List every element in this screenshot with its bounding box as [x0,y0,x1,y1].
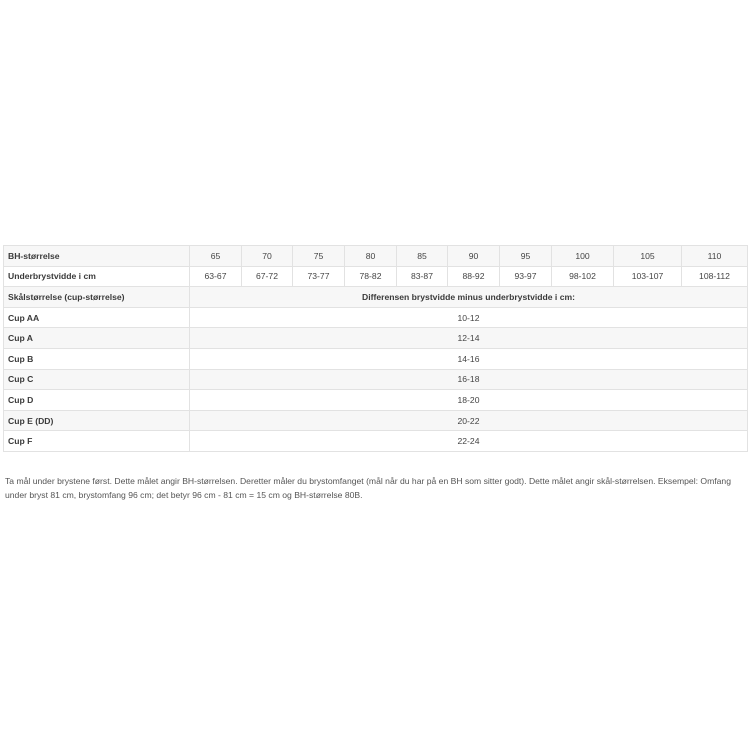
table-row-cup-header [4,287,748,308]
row-label-cup: Cup C [4,369,190,390]
table-cell: 88-92 [448,266,500,287]
table-row-cup [4,348,748,369]
row-label-cup: Cup AA [4,307,190,328]
table-cell: 93-97 [500,266,552,287]
table-cell: 83-87 [397,266,448,287]
table-cell: 95 [500,246,552,267]
table-cell: 73-77 [293,266,345,287]
row-label-cup: Cup E (DD) [4,410,190,431]
cup-difference-value: 18-20 [190,390,748,411]
table-cell: 100 [552,246,614,267]
difference-header: Differensen brystvidde minus underbrystvidde i cm: [190,287,748,308]
table-row-cup [4,390,748,411]
table-cell: 67-72 [242,266,293,287]
cup-difference-value: 20-22 [190,410,748,431]
table-cell: 103-107 [614,266,682,287]
bra-size-table [3,245,748,452]
cup-difference-value: 10-12 [190,307,748,328]
table-row-cup [4,431,748,452]
table-cell: 98-102 [552,266,614,287]
table-cell: 75 [293,246,345,267]
row-label-underbust: Underbrystvidde i cm [4,266,190,287]
table-cell: 63-67 [190,266,242,287]
measuring-instructions: Ta mål under brystene først. Dette målet angir BH-størrelsen. Deretter måler du brystomfanget (mål når du har på en BH som sitter godt). Dette målet angir skål-størrelsen. Eksempel: Omfang under bryst 81 cm, brystomfang 96 cm; det betyr 96 cm - 81 cm = 15 cm og BH-størrelse 80B. [5,476,731,500]
row-label-cup: Cup F [4,431,190,452]
table-row-cup [4,307,748,328]
cup-difference-value: 14-16 [190,348,748,369]
row-label-bra-size: BH-størrelse [4,246,190,267]
cup-difference-value: 22-24 [190,431,748,452]
table-row-cup [4,369,748,390]
cup-difference-value: 16-18 [190,369,748,390]
table-cell: 105 [614,246,682,267]
table-cell: 70 [242,246,293,267]
row-label-cup: Cup A [4,328,190,349]
table-cell: 78-82 [345,266,397,287]
table-cell: 65 [190,246,242,267]
table-row-cup [4,410,748,431]
table-cell: 110 [682,246,748,267]
cup-difference-value: 12-14 [190,328,748,349]
row-label-cup-size: Skålstørrelse (cup-størrelse) [4,287,190,308]
row-label-cup: Cup B [4,348,190,369]
table-row-cup [4,328,748,349]
table-row-bra-size [4,246,748,267]
table-cell: 85 [397,246,448,267]
table-cell: 90 [448,246,500,267]
table-cell: 108-112 [682,266,748,287]
table-row-underbust [4,266,748,287]
row-label-cup: Cup D [4,390,190,411]
table-cell: 80 [345,246,397,267]
